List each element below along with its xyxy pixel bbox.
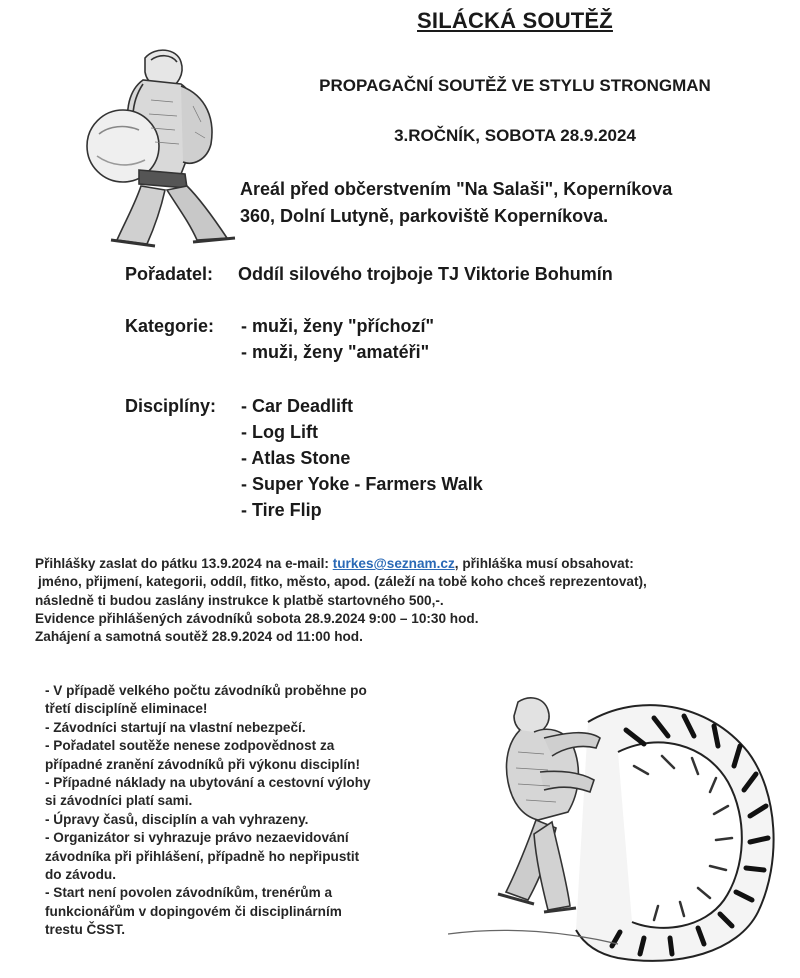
notice-line-1	[35, 555, 795, 573]
disciplines-label: Disciplíny:	[125, 396, 217, 416]
notice-line-2: jméno, přijmení, kategorii, oddíl, fitko, město, apod. (záleží na tobě koho chceš reprezentovat),	[38, 574, 647, 590]
discipline-item: - Super Yoke - Farmers Walk	[241, 474, 483, 494]
disciplines-block	[0, 396, 800, 526]
event-subtitle: PROPAGAČNÍ SOUTĚŽ VE STYLU STRONGMAN	[319, 76, 711, 95]
rules-line: trestu ČSST.	[45, 922, 126, 938]
notice-line-3: následně ti budou zaslány instrukce k platbě startovného 500,-.	[35, 592, 444, 608]
organizer-label: Pořadatel:	[125, 264, 214, 284]
rules-line: případné zranění závodníků při výkonu disciplín!	[45, 756, 360, 772]
registration-notice	[35, 555, 795, 646]
notice-line-4: Evidence přihlášených závodníků sobota 28.9.2024 9:00 – 10:30 hod.	[35, 610, 479, 626]
contact-email-link[interactable]: turkes@seznam.cz	[332, 556, 455, 571]
rules-list	[45, 682, 445, 940]
venue-line-1: Areál před občerstvením "Na Salaši", Koperníkova	[240, 179, 673, 199]
rules-line: si závodníci platí sami.	[45, 793, 193, 809]
discipline-item: - Tire Flip	[241, 500, 322, 520]
discipline-item: - Atlas Stone	[241, 448, 351, 468]
discipline-item: - Car Deadlift	[241, 396, 354, 416]
rules-line: - Organizátor si vyhrazuje právo nezaevidování	[45, 830, 349, 846]
event-edition-date: 3.ROČNÍK, SOBOTA 28.9.2024	[394, 126, 636, 145]
category-item: - muži, ženy "příchozí"	[241, 316, 435, 336]
discipline-item: - Log Lift	[241, 422, 318, 442]
organizer-value: Oddíl silového trojboje TJ Viktorie Bohumín	[238, 264, 613, 284]
rules-line: funkcionářům v dopingovém či disciplinárním	[45, 903, 342, 919]
rules-line: - Případné náklady na ubytování a cestovní výlohy	[45, 775, 371, 791]
rules-line: - Závodníci startují na vlastní nebezpečí.	[45, 719, 306, 735]
tire-flip-illustration	[448, 682, 788, 968]
rules-line: třetí disciplíně eliminace!	[45, 701, 208, 717]
rules-line: - V případě velkého počtu závodníků proběhne po	[45, 683, 367, 698]
event-title: SILÁCKÁ SOUTĚŽ	[417, 8, 613, 33]
rules-line: závodníka při přihlášení, případně ho nepřipustit	[45, 848, 360, 864]
organizer-row	[0, 264, 800, 288]
rules-line: do závodu.	[45, 867, 116, 883]
categories-block	[0, 316, 800, 376]
notice-line-5: Zahájení a samotná soutěž 28.9.2024 od 11:00 hod.	[35, 629, 363, 645]
notice-line-1-text: Přihlášky zaslat do pátku 13.9.2024 na e-mail:	[35, 556, 333, 571]
rules-line: - Úpravy časů, disciplín a vah vyhrazeny.	[45, 811, 309, 827]
category-item: - muži, ženy "amatéři"	[241, 342, 430, 362]
categories-label: Kategorie:	[125, 316, 215, 336]
rules-line: - Pořadatel soutěže nenese zodpovědnost za	[45, 738, 335, 754]
notice-line-1-tail: , přihláška musí obsahovat:	[454, 556, 634, 571]
rules-line: - Start není povolen závodníkům, trenérům a	[45, 885, 333, 901]
venue-line-2: 360, Dolní Lutyně, parkoviště Koperníkova.	[240, 206, 609, 226]
venue-address	[240, 176, 780, 230]
